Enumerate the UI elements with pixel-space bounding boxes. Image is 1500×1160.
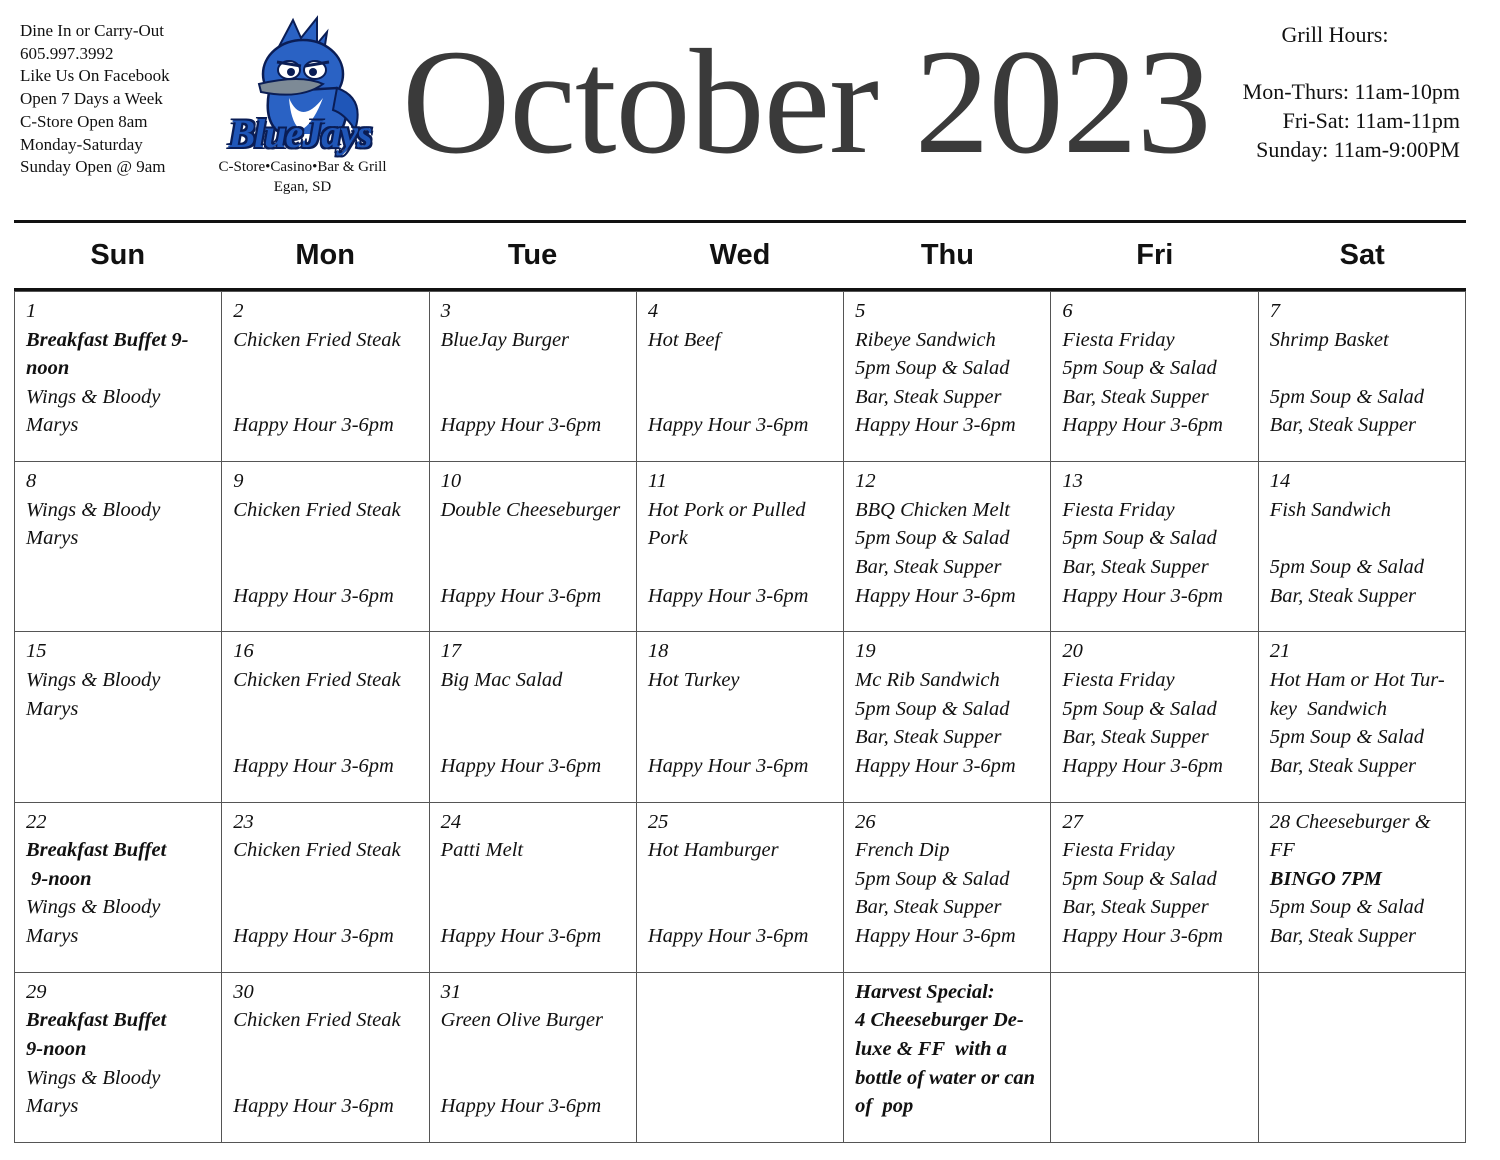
calendar-empty-cell	[1259, 972, 1466, 1142]
day-number: 5	[855, 300, 866, 322]
day-entry: Happy Hour 3-6pm	[647, 584, 809, 607]
calendar-grid	[14, 291, 1466, 1143]
weekday-mon: Mon	[295, 239, 355, 271]
day-entry: Fiesta Friday	[1062, 839, 1175, 862]
calendar-day-cell	[430, 291, 637, 461]
day-entry: Bar, Steak Supper	[1062, 726, 1209, 749]
calendar-day-cell	[15, 802, 222, 972]
day-entry: BBQ Chicken Melt	[855, 498, 1010, 521]
day-entry: Marys	[26, 527, 79, 550]
day-entry: Breakfast Buffet	[26, 1009, 167, 1032]
contact-info	[20, 20, 170, 179]
day-entry: Bar, Steak Supper	[855, 726, 1002, 749]
day-entry: Green Olive Burger	[440, 1009, 603, 1032]
weekday-thu: Thu	[920, 239, 974, 271]
day-entry	[233, 865, 418, 894]
day-entry	[648, 553, 833, 582]
day-entry: Chicken Fried Steak	[233, 328, 401, 351]
day-entry	[648, 383, 833, 412]
day-number: 21	[1269, 640, 1291, 663]
info-line: 605.997.3992	[20, 43, 114, 63]
day-entry: Fish Sandwich	[1269, 498, 1391, 521]
day-entry: 9-noon	[26, 867, 92, 890]
calendar-day-cell	[430, 461, 637, 631]
calendar-day-cell	[1051, 802, 1258, 972]
day-entry: Breakfast Buffet	[26, 839, 167, 862]
day-entry: 5pm Soup & Salad	[1269, 385, 1425, 408]
day-entry: 5pm Soup & Salad	[1269, 896, 1425, 919]
day-entry: Marys	[26, 924, 79, 947]
info-line: Open 7 Days a Week	[20, 89, 163, 109]
day-entry: Hot Hamburger	[647, 839, 779, 862]
calendar-empty-cell	[637, 972, 844, 1142]
day-entry: Marys	[26, 414, 79, 437]
day-entry: 5pm Soup & Salad	[855, 527, 1010, 550]
day-number: 15	[26, 640, 47, 663]
day-entry: Mc Rib Sandwich	[855, 668, 1000, 691]
day-entry: Fiesta Friday	[1062, 328, 1175, 351]
day-entry: FF	[1269, 839, 1295, 862]
calendar-day-cell	[1259, 461, 1466, 631]
info-line: Dine In or Carry-Out	[20, 21, 164, 40]
day-entry: 5pm Soup & Salad	[1062, 527, 1217, 550]
calendar-day-cell	[222, 291, 429, 461]
calendar-day-cell	[222, 802, 429, 972]
calendar-day-cell	[1051, 631, 1258, 801]
calendar-day-cell	[15, 972, 222, 1142]
day-number: 31	[440, 980, 462, 1003]
day-entry: Chicken Fried Steak	[233, 668, 401, 691]
day-entry	[441, 893, 626, 922]
calendar-day-cell	[844, 972, 1051, 1142]
day-number: 16	[233, 640, 254, 663]
calendar-day-cell	[637, 461, 844, 631]
logo-tagline: C-Store•Casino•Bar & Grill	[218, 159, 387, 175]
day-number: 17	[440, 640, 462, 663]
day-entry: Happy Hour 3-6pm	[440, 1095, 602, 1118]
day-entry	[441, 383, 626, 412]
day-entry: Hot Beef	[647, 328, 721, 351]
weekday-fri: Fri	[1136, 239, 1174, 271]
day-number: 4	[647, 300, 659, 322]
calendar-day-cell	[1259, 631, 1466, 801]
day-entry: Wings & Bloody	[26, 668, 161, 691]
grill-hours-line: Sunday: 11am-9:00PM	[1256, 137, 1460, 162]
day-entry: 5pm Soup & Salad	[1269, 726, 1425, 749]
calendar-day-cell	[222, 631, 429, 801]
day-entry: 5pm Soup & Salad	[855, 867, 1010, 890]
calendar-day-cell	[1051, 461, 1258, 631]
day-entry: Bar, Steak Supper	[1269, 924, 1417, 947]
day-entry: Wings & Bloody	[26, 896, 161, 919]
day-number: 3	[440, 300, 451, 322]
calendar-day-cell	[15, 291, 222, 461]
day-entry: Happy Hour 3-6pm	[1062, 414, 1223, 437]
day-entry	[233, 1064, 418, 1093]
calendar-day-cell	[844, 461, 1051, 631]
bluejays-logo	[205, 14, 400, 199]
day-entry: Happy Hour 3-6pm	[855, 584, 1016, 607]
day-entry: Happy Hour 3-6pm	[233, 924, 394, 947]
weekday-sun: Sun	[90, 239, 146, 271]
weekday-sat: Sat	[1339, 239, 1385, 271]
day-entry: Wings & Bloody	[26, 498, 161, 521]
day-entry	[233, 723, 418, 752]
day-entry: Wings & Bloody	[26, 385, 161, 408]
calendar-day-cell	[637, 802, 844, 972]
day-entry	[233, 893, 418, 922]
day-entry: Breakfast Buffet 9-	[26, 328, 189, 351]
day-entry: Happy Hour 3-6pm	[647, 924, 809, 947]
day-entry: Happy Hour 3-6pm	[1062, 584, 1223, 607]
day-entry: Happy Hour 3-6pm	[1062, 754, 1223, 777]
day-entry	[441, 865, 626, 894]
day-entry: Happy Hour 3-6pm	[233, 584, 394, 607]
day-number: 24	[440, 810, 462, 833]
day-entry: Bar, Steak Supper	[1062, 896, 1209, 919]
day-entry: luxe & FF with a	[855, 1037, 1007, 1060]
day-entry: 5pm Soup & Salad	[855, 697, 1010, 720]
day-entry: key Sandwich	[1269, 697, 1387, 720]
day-number: 29	[26, 980, 47, 1003]
day-entry: Big Mac Salad	[440, 668, 563, 691]
day-entry	[233, 354, 418, 383]
day-number: 8	[26, 470, 37, 493]
day-number: 18	[647, 640, 669, 663]
day-entry: Double Cheeseburger	[440, 498, 621, 521]
day-entry: Marys	[26, 1095, 79, 1118]
calendar-day-cell	[1051, 291, 1258, 461]
day-entry: Happy Hour 3-6pm	[233, 754, 394, 777]
day-entry	[648, 723, 833, 752]
grill-hours-title: Grill Hours:	[1281, 22, 1389, 47]
day-entry: noon	[26, 357, 70, 380]
day-entry: Chicken Fried Steak	[233, 1009, 401, 1032]
info-line: C-Store Open 8am	[20, 111, 148, 131]
day-entry: BlueJay Burger	[440, 328, 570, 351]
day-entry: Wings & Bloody	[26, 1066, 161, 1089]
day-entry: Happy Hour 3-6pm	[647, 754, 809, 777]
day-number: 20	[1062, 640, 1083, 663]
day-number: 28 Cheeseburger &	[1269, 810, 1431, 833]
day-entry	[441, 1064, 626, 1093]
day-entry	[648, 354, 833, 383]
grill-hours-line: Mon-Thurs: 11am-10pm	[1242, 79, 1460, 104]
day-number: 27	[1062, 810, 1083, 833]
calendar-day-cell	[430, 802, 637, 972]
day-number: 22	[26, 810, 47, 833]
info-line: Like Us On Facebook	[20, 66, 170, 86]
day-number: 23	[233, 810, 254, 833]
day-entry: of pop	[855, 1095, 914, 1118]
day-entry	[233, 383, 418, 412]
day-entry	[648, 695, 833, 724]
day-entry: Chicken Fried Steak	[233, 498, 401, 521]
day-number: 9	[233, 470, 244, 493]
day-number: 14	[1269, 470, 1291, 493]
day-entry	[648, 893, 833, 922]
day-number: 19	[855, 640, 876, 663]
day-number: 26	[855, 810, 876, 833]
day-entry: Happy Hour 3-6pm	[440, 924, 602, 947]
weekday-header	[14, 224, 1466, 288]
header-divider	[14, 220, 1466, 223]
day-number: 10	[440, 470, 462, 493]
day-number: 1	[26, 300, 37, 322]
day-entry: Hot Turkey	[647, 668, 740, 691]
page-title: October 2023	[402, 19, 1211, 185]
day-entry: Happy Hour 3-6pm	[855, 414, 1016, 437]
calendar-day-cell	[637, 631, 844, 801]
calendar-day-cell	[222, 461, 429, 631]
day-entry: Bar, Steak Supper	[855, 896, 1002, 919]
day-entry: Hot Ham or Hot Tur-	[1269, 668, 1445, 691]
day-entry	[441, 524, 626, 553]
day-entry: Fiesta Friday	[1062, 498, 1175, 521]
day-entry: Happy Hour 3-6pm	[1062, 924, 1223, 947]
day-entry: Bar, Steak Supper	[1269, 414, 1417, 437]
weekday-wed: Wed	[709, 239, 771, 271]
day-entry: Happy Hour 3-6pm	[855, 754, 1016, 777]
day-entry: Bar, Steak Supper	[1062, 555, 1209, 578]
day-entry: Pork	[647, 527, 688, 550]
day-entry: 5pm Soup & Salad	[1062, 867, 1217, 890]
day-entry: 5pm Soup & Salad	[855, 357, 1010, 380]
calendar-empty-cell	[1051, 972, 1258, 1142]
day-number: 13	[1062, 470, 1083, 493]
info-line: Monday-Saturday	[20, 134, 143, 154]
day-entry	[441, 1035, 626, 1064]
day-entry: 9-noon	[26, 1037, 87, 1060]
calendar-day-cell	[430, 972, 637, 1142]
day-number: 2	[233, 300, 244, 322]
weekday-tue: Tue	[507, 239, 558, 271]
day-number: 30	[233, 980, 254, 1003]
day-entry: Happy Hour 3-6pm	[440, 414, 602, 437]
calendar-day-cell	[844, 802, 1051, 972]
calendar-day-cell	[15, 461, 222, 631]
day-number: 11	[647, 470, 667, 493]
day-entry	[441, 354, 626, 383]
day-entry: Ribeye Sandwich	[855, 328, 996, 351]
calendar-day-cell	[844, 631, 1051, 801]
calendar-day-cell	[430, 631, 637, 801]
day-entry	[648, 865, 833, 894]
day-entry: Happy Hour 3-6pm	[440, 584, 602, 607]
day-entry: Fiesta Friday	[1062, 668, 1175, 691]
info-line: Sunday Open @ 9am	[20, 157, 166, 177]
day-entry: Bar, Steak Supper	[1062, 385, 1209, 408]
day-entry: 5pm Soup & Salad	[1269, 555, 1425, 578]
day-entry	[1270, 524, 1455, 553]
day-entry: Patti Melt	[440, 839, 524, 862]
day-entry: Chicken Fried Steak	[233, 839, 401, 862]
day-entry: 5pm Soup & Salad	[1062, 357, 1217, 380]
grill-hours	[1200, 20, 1460, 164]
day-entry: French Dip	[855, 839, 950, 862]
day-entry: Hot Pork or Pulled	[647, 498, 806, 521]
day-entry	[441, 695, 626, 724]
day-entry: Happy Hour 3-6pm	[440, 754, 602, 777]
logo-wordmark: BlueJays	[228, 111, 372, 156]
calendar-day-cell	[222, 972, 429, 1142]
day-entry: Shrimp Basket	[1269, 328, 1389, 351]
calendar-day-cell	[637, 291, 844, 461]
day-entry	[233, 524, 418, 553]
day-entry: Happy Hour 3-6pm	[647, 414, 809, 437]
logo-location: Egan, SD	[273, 179, 332, 195]
day-number: 7	[1269, 300, 1280, 322]
day-number: 25	[647, 810, 669, 833]
calendar-day-cell	[1259, 291, 1466, 461]
day-entry: Happy Hour 3-6pm	[855, 924, 1016, 947]
day-number: 12	[855, 470, 876, 493]
day-entry: Harvest Special:	[855, 980, 995, 1003]
day-entry: 5pm Soup & Salad	[1062, 697, 1217, 720]
day-entry	[441, 553, 626, 582]
day-entry	[1270, 354, 1455, 383]
day-entry	[233, 695, 418, 724]
calendar-day-cell	[1259, 802, 1466, 972]
day-entry	[441, 723, 626, 752]
calendar-day-cell	[844, 291, 1051, 461]
day-entry: BINGO 7PM	[1269, 867, 1382, 890]
day-entry: Bar, Steak Supper	[1269, 754, 1417, 777]
day-entry: Happy Hour 3-6pm	[233, 414, 394, 437]
day-entry: Marys	[26, 697, 79, 720]
calendar-day-cell	[15, 631, 222, 801]
day-entry: 4 Cheeseburger De-	[855, 1009, 1024, 1032]
day-number: 6	[1062, 300, 1073, 322]
day-entry: Bar, Steak Supper	[855, 385, 1002, 408]
day-entry: Bar, Steak Supper	[1269, 584, 1417, 607]
day-entry: Bar, Steak Supper	[855, 555, 1002, 578]
day-entry	[233, 553, 418, 582]
day-entry: bottle of water or can	[855, 1066, 1036, 1089]
day-entry	[233, 1035, 418, 1064]
grill-hours-line: Fri-Sat: 11am-11pm	[1282, 108, 1460, 133]
day-entry: Happy Hour 3-6pm	[233, 1095, 394, 1118]
